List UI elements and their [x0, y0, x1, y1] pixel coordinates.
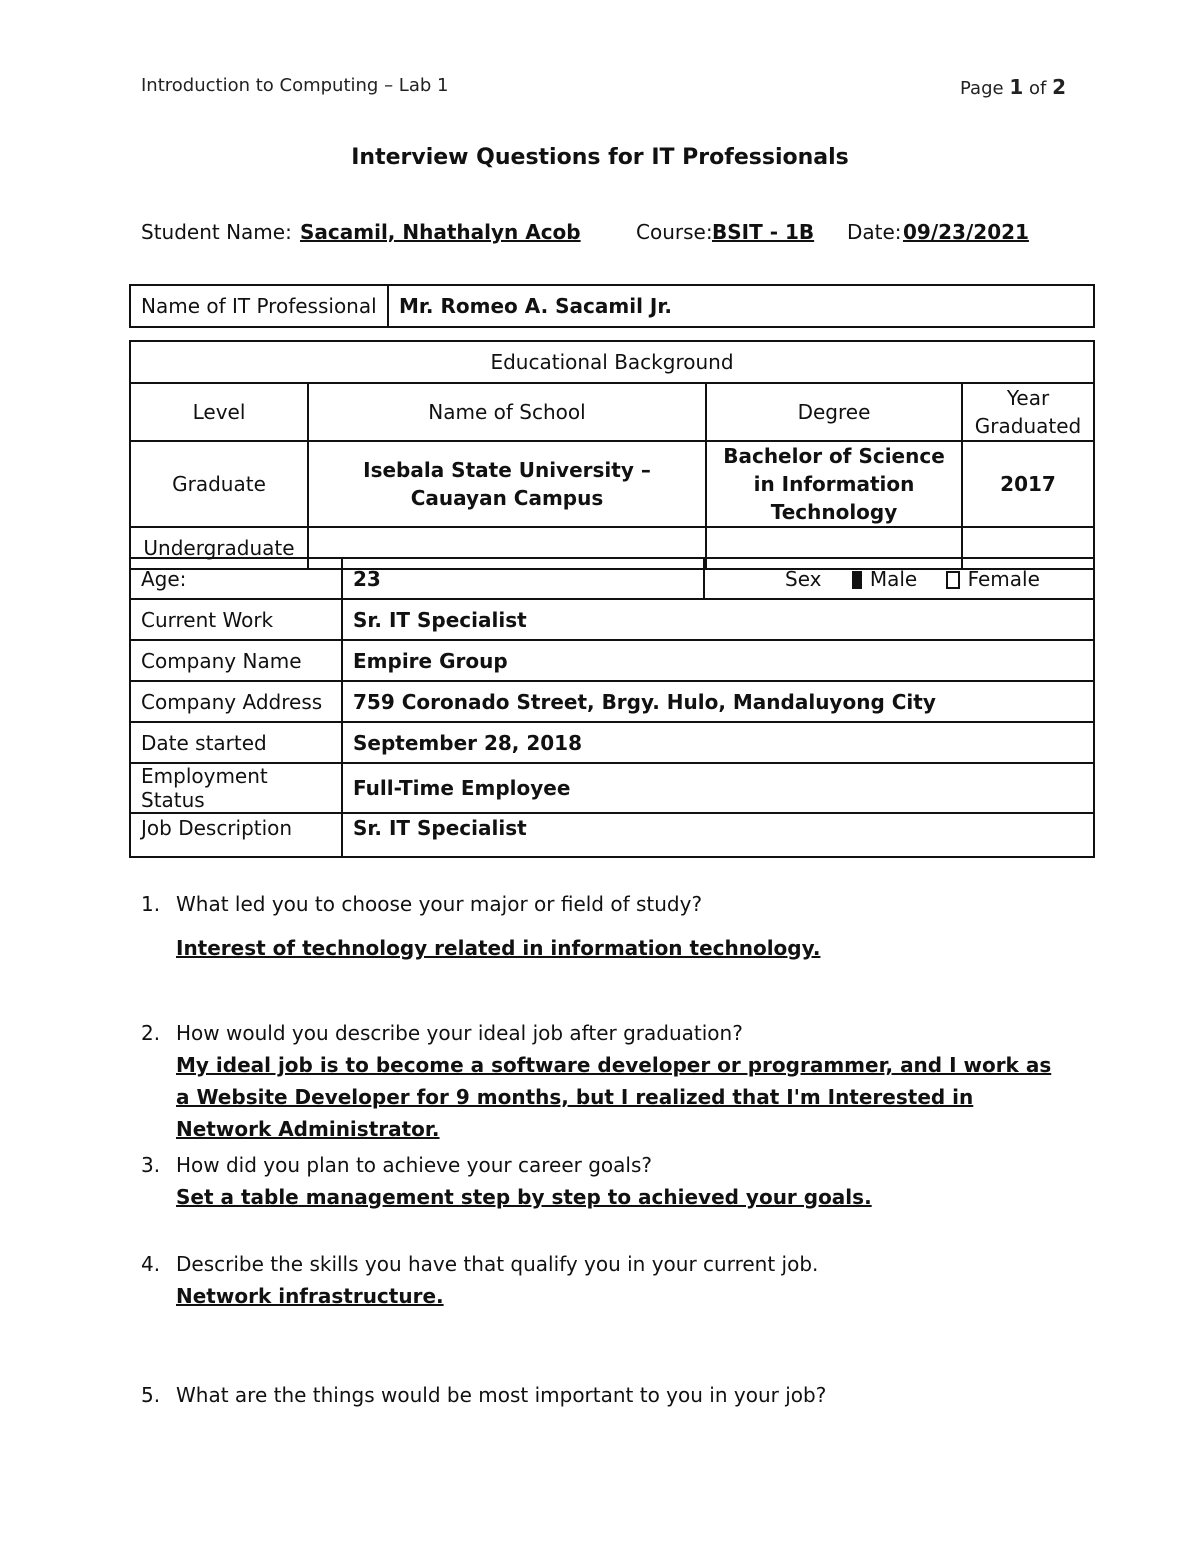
- table-cell: Graduate: [130, 441, 308, 527]
- male-checkbox-icon[interactable]: [852, 571, 862, 589]
- education-table: [129, 340, 1095, 570]
- education-heading: Educational Background: [130, 341, 1094, 383]
- question-text: How did you plan to achieve your career goals?: [176, 1153, 652, 1177]
- question-answer: Set a table management step by step to achieved your goals.: [176, 1185, 872, 1209]
- age-label: Age:: [130, 558, 342, 599]
- column-header: Level: [130, 383, 308, 441]
- question-number: 4.: [141, 1252, 161, 1276]
- page-number: Page 1 of 2: [960, 75, 1066, 99]
- student-name-value: Sacamil, Nhathalyn Acob: [300, 220, 581, 244]
- question-5: [141, 1379, 1071, 1411]
- table-cell: Bachelor of Science in Information Technology: [706, 441, 962, 527]
- question-number: 2.: [141, 1021, 161, 1045]
- date-value: 09/23/2021: [903, 220, 1029, 244]
- table-cell: Undergraduate: [130, 527, 308, 569]
- question-answer: Network infrastructure.: [176, 1284, 444, 1308]
- detail-label: Job Description: [130, 813, 342, 857]
- question-text: How would you describe your ideal job after graduation?: [176, 1021, 743, 1045]
- detail-value: Sr. IT Specialist: [342, 599, 1094, 640]
- question-text: What led you to choose your major or field of study?: [176, 892, 703, 916]
- course-label: Course:: [636, 220, 713, 244]
- sex-label: Sex: [785, 566, 822, 591]
- question-answer: My ideal job is to become a software developer or programmer, and I work as a Website Developer for 9 months, but I realized that I'm Interested in Network Administrator.: [176, 1053, 1052, 1141]
- question-1: [141, 888, 1071, 964]
- male-label: Male: [869, 566, 918, 591]
- question-3: [141, 1149, 1071, 1213]
- age-value: 23: [342, 558, 704, 599]
- detail-value: 759 Coronado Street, Brgy. Hulo, Mandaluyong City: [342, 681, 1094, 722]
- question-answer: Interest of technology related in information technology.: [176, 936, 821, 960]
- student-name-label: Student Name:: [141, 220, 292, 244]
- female-checkbox-icon[interactable]: [946, 571, 960, 589]
- detail-label: Date started: [130, 722, 342, 763]
- professional-table: [129, 284, 1095, 328]
- detail-label: Current Work: [130, 599, 342, 640]
- question-2: [141, 1017, 1071, 1145]
- professional-value: Mr. Romeo A. Sacamil Jr.: [388, 285, 1094, 327]
- detail-label: Company Name: [130, 640, 342, 681]
- detail-value: Full-Time Employee: [342, 763, 1094, 813]
- detail-value: Sr. IT Specialist: [342, 813, 1094, 857]
- detail-label: Employment Status: [130, 763, 342, 813]
- details-table: [129, 557, 1095, 858]
- question-number: 5.: [141, 1383, 161, 1407]
- date-label: Date:: [847, 220, 902, 244]
- sex-field: [704, 558, 1094, 599]
- column-header: Year Graduated: [962, 383, 1094, 441]
- question-number: 1.: [141, 892, 161, 916]
- detail-value: Empire Group: [342, 640, 1094, 681]
- column-header: Name of School: [308, 383, 706, 441]
- detail-label: Company Address: [130, 681, 342, 722]
- document-header: Introduction to Computing – Lab 1: [141, 75, 449, 96]
- course-value: BSIT - 1B: [712, 220, 815, 244]
- question-text: Describe the skills you have that qualify you in your current job.: [176, 1252, 819, 1276]
- table-cell: 2017: [962, 441, 1094, 527]
- question-number: 3.: [141, 1153, 161, 1177]
- female-label: Female: [967, 566, 1040, 591]
- professional-label: Name of IT Professional: [130, 285, 388, 327]
- column-header: Degree: [706, 383, 962, 441]
- question-4: [141, 1248, 1071, 1312]
- table-cell: Isebala State University – Cauayan Campus: [308, 441, 706, 527]
- detail-value: September 28, 2018: [342, 722, 1094, 763]
- page-title: Interview Questions for IT Professionals: [351, 145, 849, 170]
- question-text: What are the things would be most important to you in your job?: [176, 1383, 827, 1407]
